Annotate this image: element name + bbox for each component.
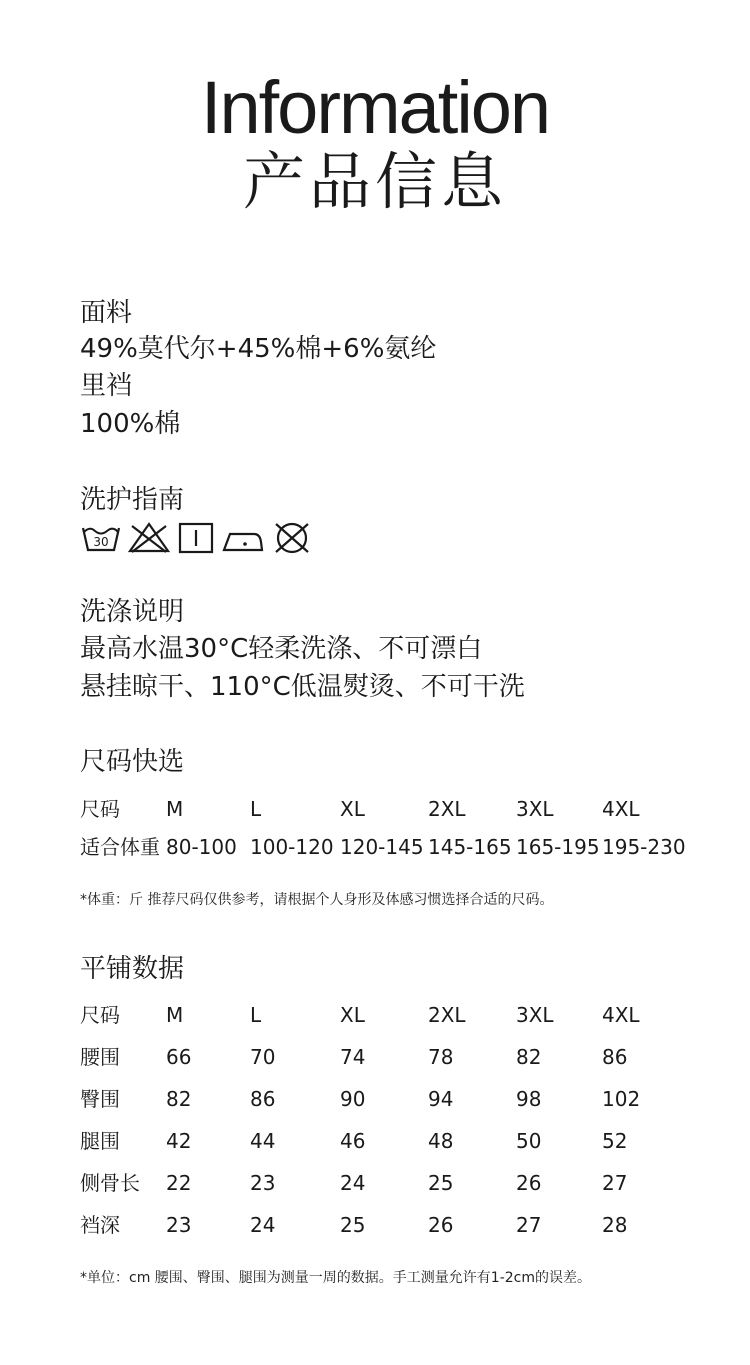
flat-cell: 98 xyxy=(516,1087,542,1111)
size-quick-title: 尺码快选 xyxy=(80,747,185,777)
weight-value: 100-120 xyxy=(250,835,334,859)
flat-row-label: 腿围 xyxy=(80,1129,120,1153)
flat-cell: 22 xyxy=(166,1171,192,1195)
flat-title: 平铺数据 xyxy=(80,954,185,984)
care-icons xyxy=(80,520,318,556)
flat-cell: 90 xyxy=(340,1087,366,1111)
flat-cell: 74 xyxy=(340,1045,366,1069)
fabric-value: 49%莫代尔+45%棉+6%氨纶 xyxy=(80,334,437,364)
flat-cell: 50 xyxy=(516,1129,542,1153)
flat-cell: 82 xyxy=(516,1045,542,1069)
tumble-dry-square-icon xyxy=(176,520,216,556)
wash-label: 洗涤说明 xyxy=(80,597,185,627)
weight-value: 80-100 xyxy=(166,835,237,859)
size-quick-size: XL xyxy=(340,797,365,821)
flat-cell: 25 xyxy=(428,1171,454,1195)
wash-30-icon xyxy=(80,520,122,556)
wash-line-1: 最高水温30°C轻柔洗涤、不可漂白 xyxy=(80,634,483,664)
wash-line-2: 悬挂晾干、110°C低温熨烫、不可干洗 xyxy=(80,672,525,702)
flat-cell: 28 xyxy=(602,1213,628,1237)
iron-icon xyxy=(220,520,266,556)
size-quick-header-label: 尺码 xyxy=(80,797,120,821)
flat-note: *单位：cm 腰围、臀围、腿围为测量一周的数据。手工测量允许有1-2cm的误差。 xyxy=(80,1270,591,1286)
weight-value: 195-230 xyxy=(602,835,686,859)
size-quick-size: M xyxy=(166,797,184,821)
flat-cell: 26 xyxy=(516,1171,542,1195)
size-quick-size: 2XL xyxy=(428,797,466,821)
title-en: Information xyxy=(200,66,550,149)
lining-value: 100%棉 xyxy=(80,409,181,439)
flat-size: XL xyxy=(340,1003,365,1027)
flat-cell: 46 xyxy=(340,1129,366,1153)
flat-cell: 86 xyxy=(250,1087,276,1111)
flat-cell: 42 xyxy=(166,1129,192,1153)
flat-cell: 44 xyxy=(250,1129,276,1153)
flat-cell: 27 xyxy=(602,1171,628,1195)
care-label: 洗护指南 xyxy=(80,485,185,515)
size-quick-size: 4XL xyxy=(602,797,640,821)
flat-cell: 24 xyxy=(250,1213,276,1237)
size-quick-size: 3XL xyxy=(516,797,554,821)
flat-cell: 27 xyxy=(516,1213,542,1237)
title-cn: 产品信息 xyxy=(242,145,507,218)
flat-cell: 102 xyxy=(602,1087,641,1111)
weight-value: 165-195 xyxy=(516,835,600,859)
weight-value: 145-165 xyxy=(428,835,512,859)
wash-temp: 30 xyxy=(93,535,109,549)
flat-cell: 82 xyxy=(166,1087,192,1111)
flat-cell: 48 xyxy=(428,1129,454,1153)
flat-cell: 24 xyxy=(340,1171,366,1195)
weight-label: 适合体重 xyxy=(80,835,160,859)
size-quick-note: *体重：斤 推荐尺码仅供参考，请根据个人身形及体感习惯选择合适的尺码。 xyxy=(80,892,554,908)
size-quick-size: L xyxy=(250,797,262,821)
flat-cell: 23 xyxy=(250,1171,276,1195)
flat-cell: 66 xyxy=(166,1045,192,1069)
flat-row-label: 臀围 xyxy=(80,1087,120,1111)
flat-size: M xyxy=(166,1003,184,1027)
flat-cell: 23 xyxy=(166,1213,192,1237)
flat-cell: 26 xyxy=(428,1213,454,1237)
no-dry-clean-icon xyxy=(270,520,314,556)
flat-size: 4XL xyxy=(602,1003,640,1027)
flat-size: 2XL xyxy=(428,1003,466,1027)
flat-row-label: 侧骨长 xyxy=(80,1171,140,1195)
flat-cell: 52 xyxy=(602,1129,628,1153)
flat-row-label: 裆深 xyxy=(80,1213,120,1237)
fabric-label: 面料 xyxy=(80,298,133,328)
flat-cell: 25 xyxy=(340,1213,366,1237)
flat-size: L xyxy=(250,1003,262,1027)
flat-cell: 78 xyxy=(428,1045,454,1069)
flat-header-label: 尺码 xyxy=(80,1003,120,1027)
flat-cell: 86 xyxy=(602,1045,628,1069)
no-bleach-icon xyxy=(126,520,172,556)
flat-size: 3XL xyxy=(516,1003,554,1027)
weight-value: 120-145 xyxy=(340,835,424,859)
flat-cell: 94 xyxy=(428,1087,454,1111)
flat-cell: 70 xyxy=(250,1045,276,1069)
lining-label: 里裆 xyxy=(80,371,133,401)
flat-row-label: 腰围 xyxy=(80,1045,120,1069)
